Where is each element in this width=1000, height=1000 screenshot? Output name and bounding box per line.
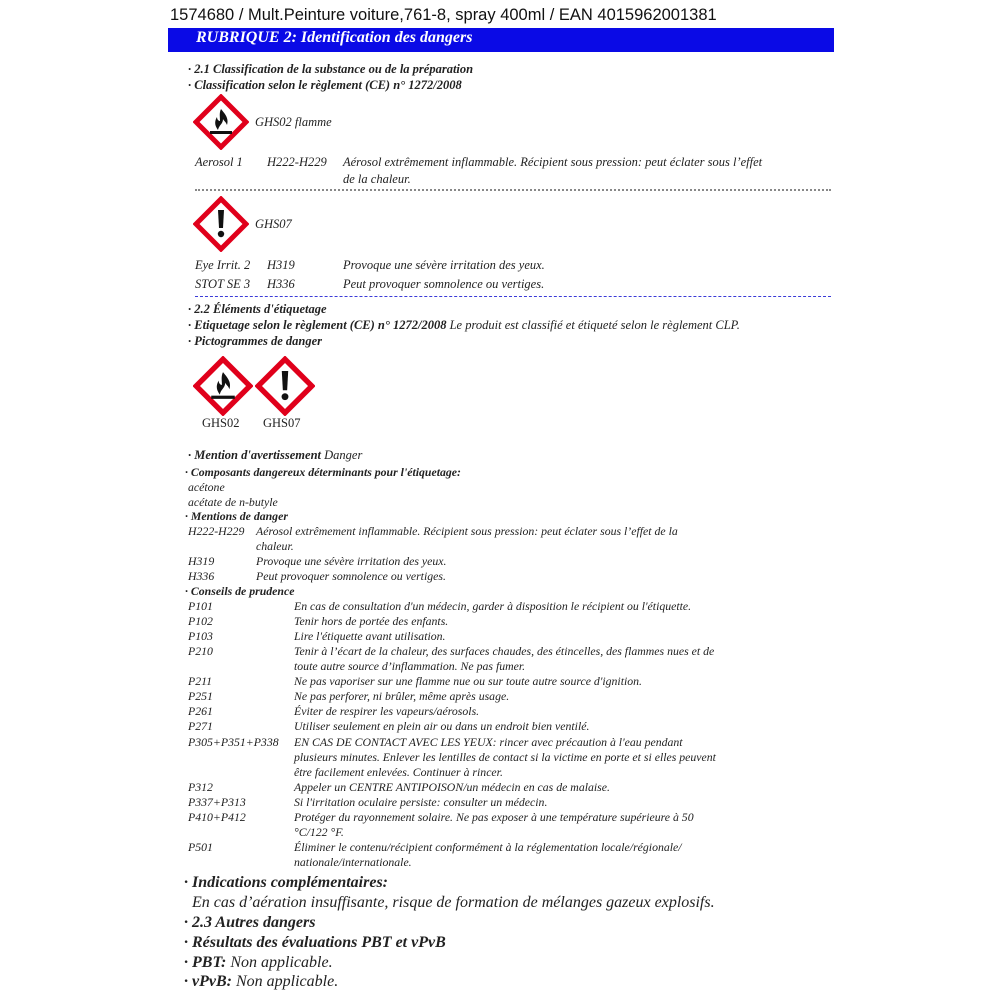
precaution-text: nationale/internationale. bbox=[294, 855, 412, 869]
hazard-text: Peut provoquer somnolence ou vertiges. bbox=[256, 569, 446, 583]
precaution-code: P312 bbox=[188, 780, 213, 794]
aerosol-code: H222-H229 bbox=[267, 155, 327, 169]
precaution-code: P211 bbox=[188, 674, 213, 688]
vpvb-label: · vPvB: bbox=[184, 973, 232, 990]
dotted-divider bbox=[195, 189, 831, 191]
eye-irrit-class: Eye Irrit. 2 bbox=[195, 258, 251, 272]
components-title: · Composants dangereux déterminants pour l'étiquetage: bbox=[185, 465, 461, 479]
additional-info-text: En cas d’aération insuffisante, risque de formation de mélanges gazeux explosifs. bbox=[192, 894, 715, 911]
pbt-label: · PBT: bbox=[184, 954, 227, 971]
precautionary-title: · Conseils de prudence bbox=[185, 584, 295, 598]
aerosol-class: Aerosol 1 bbox=[195, 155, 243, 169]
pbt-vpvb-title: · Résultats des évaluations PBT et vPvB bbox=[184, 934, 446, 951]
ghs02-flame-label: GHS02 flamme bbox=[255, 115, 332, 129]
aerosol-text-line2: de la chaleur. bbox=[343, 172, 411, 186]
additional-info-title: · Indications complémentaires: bbox=[184, 874, 388, 891]
precaution-code: P305+P351+P338 bbox=[188, 735, 279, 749]
picto-ghs02-label: GHS02 bbox=[202, 416, 240, 430]
precaution-code: P102 bbox=[188, 614, 213, 628]
precaution-text: Ne pas vaporiser sur une flamme nue ou sur toute autre source d'ignition. bbox=[294, 674, 642, 688]
stot-code: H336 bbox=[267, 277, 295, 291]
product-header: 1574680 / Mult.Peinture voiture,761-8, spray 400ml / EAN 4015962001381 bbox=[170, 6, 717, 24]
exclamation-pictogram-icon bbox=[255, 356, 315, 416]
stot-text: Peut provoquer somnolence ou vertiges. bbox=[343, 277, 545, 291]
precaution-text: Ne pas perforer, ni brûler, même après usage. bbox=[294, 689, 510, 703]
component-butyl-acetate: acétate de n-butyle bbox=[188, 495, 278, 509]
dashed-divider bbox=[195, 296, 831, 297]
hazard-code: H222-H229 bbox=[188, 524, 245, 538]
precaution-text: En cas de consultation d'un médecin, garder à disposition le récipient ou l'étiquette. bbox=[294, 599, 692, 613]
section-banner bbox=[168, 28, 834, 52]
precaution-text: toute autre source d’inflammation. Ne pas fumer. bbox=[294, 659, 526, 673]
hazard-text: Provoque une sévère irritation des yeux. bbox=[256, 554, 447, 568]
hazard-code: H336 bbox=[188, 569, 215, 583]
precaution-code: P210 bbox=[188, 644, 213, 658]
precaution-text: Tenir à l’écart de la chaleur, des surfaces chaudes, des étincelles, des flammes nues et de bbox=[294, 644, 715, 658]
hazard-statements-title: · Mentions de danger bbox=[185, 509, 288, 523]
precaution-code: P101 bbox=[188, 599, 213, 613]
stot-class: STOT SE 3 bbox=[195, 277, 251, 291]
precaution-code: P337+P313 bbox=[188, 795, 246, 809]
precaution-code: P261 bbox=[188, 704, 213, 718]
precaution-text: Lire l'étiquette avant utilisation. bbox=[294, 629, 446, 643]
labelling-regulation bbox=[188, 318, 740, 333]
pbt-result bbox=[184, 954, 333, 972]
eye-irrit-code: H319 bbox=[267, 258, 295, 272]
precaution-text: EN CAS DE CONTACT AVEC LES YEUX: rincer avec précaution à l'eau pendant bbox=[294, 735, 683, 749]
precaution-text: °C/122 °F. bbox=[294, 825, 344, 839]
labelling-regulation-rest: Le produit est classifié et étiqueté selon le règlement CLP. bbox=[446, 318, 740, 332]
other-dangers-title: · 2.3 Autres dangers bbox=[184, 914, 316, 931]
hazard-text: chaleur. bbox=[256, 539, 294, 553]
precaution-text: Protéger du rayonnement solaire. Ne pas exposer à une température supérieure à 50 bbox=[294, 810, 694, 824]
precaution-text: Appeler un CENTRE ANTIPOISON/un médecin en cas de malaise. bbox=[294, 780, 610, 794]
eye-irrit-text: Provoque une sévère irritation des yeux. bbox=[343, 258, 545, 272]
exclamation-pictogram-icon bbox=[193, 196, 249, 252]
vpvb-result bbox=[184, 973, 338, 991]
pictograms-title: · Pictogrammes de danger bbox=[188, 334, 323, 348]
precaution-code: P271 bbox=[188, 719, 213, 733]
precaution-text: Si l'irritation oculaire persiste: consulter un médecin. bbox=[294, 795, 548, 809]
precaution-code: P501 bbox=[188, 840, 213, 854]
picto-ghs07-label: GHS07 bbox=[263, 416, 301, 430]
section-title: RUBRIQUE 2: Identification des dangers bbox=[196, 29, 473, 46]
precaution-code: P410+P412 bbox=[188, 810, 246, 824]
classification-subtitle: · Classification selon le règlement (CE) n° 1272/2008 bbox=[188, 78, 462, 92]
flame-pictogram-icon bbox=[193, 94, 249, 150]
signal-word-bold: · Mention d'avertissement bbox=[188, 448, 321, 462]
labelling-regulation-bold: · Etiquetage selon le règlement (CE) n° 1272/2008 bbox=[188, 318, 447, 332]
precaution-code: P251 bbox=[188, 689, 213, 703]
precaution-code: P103 bbox=[188, 629, 213, 643]
precaution-text: plusieurs minutes. Enlever les lentilles de contact si la victime en porte et si elles peuvent bbox=[294, 750, 716, 764]
precaution-text: Tenir hors de portée des enfants. bbox=[294, 614, 449, 628]
component-acetone: acétone bbox=[188, 480, 225, 494]
precaution-text: Éliminer le contenu/récipient conformément à la réglementation locale/régionale/ bbox=[294, 840, 682, 854]
pbt-value: Non applicable. bbox=[226, 954, 333, 971]
vpvb-value: Non applicable. bbox=[231, 973, 339, 990]
precaution-text: Utiliser seulement en plein air ou dans un endroit bien ventilé. bbox=[294, 719, 590, 733]
hazard-text: Aérosol extrêmement inflammable. Récipient sous pression: peut éclater sous l’effet de la bbox=[256, 524, 678, 538]
precaution-text: Éviter de respirer les vapeurs/aérosols. bbox=[294, 704, 480, 718]
ghs07-label: GHS07 bbox=[255, 217, 292, 231]
labelling-title: · 2.2 Éléments d'étiquetage bbox=[188, 302, 327, 316]
hazard-code: H319 bbox=[188, 554, 215, 568]
signal-word bbox=[188, 448, 362, 463]
classification-title: · 2.1 Classification de la substance ou de la préparation bbox=[188, 62, 474, 76]
precaution-text: être facilement enlevées. Continuer à rincer. bbox=[294, 765, 503, 779]
signal-word-value: Danger bbox=[321, 448, 363, 462]
aerosol-text-line1: Aérosol extrêmement inflammable. Récipient sous pression: peut éclater sous l’effet bbox=[343, 155, 763, 169]
flame-pictogram-icon bbox=[193, 356, 253, 416]
